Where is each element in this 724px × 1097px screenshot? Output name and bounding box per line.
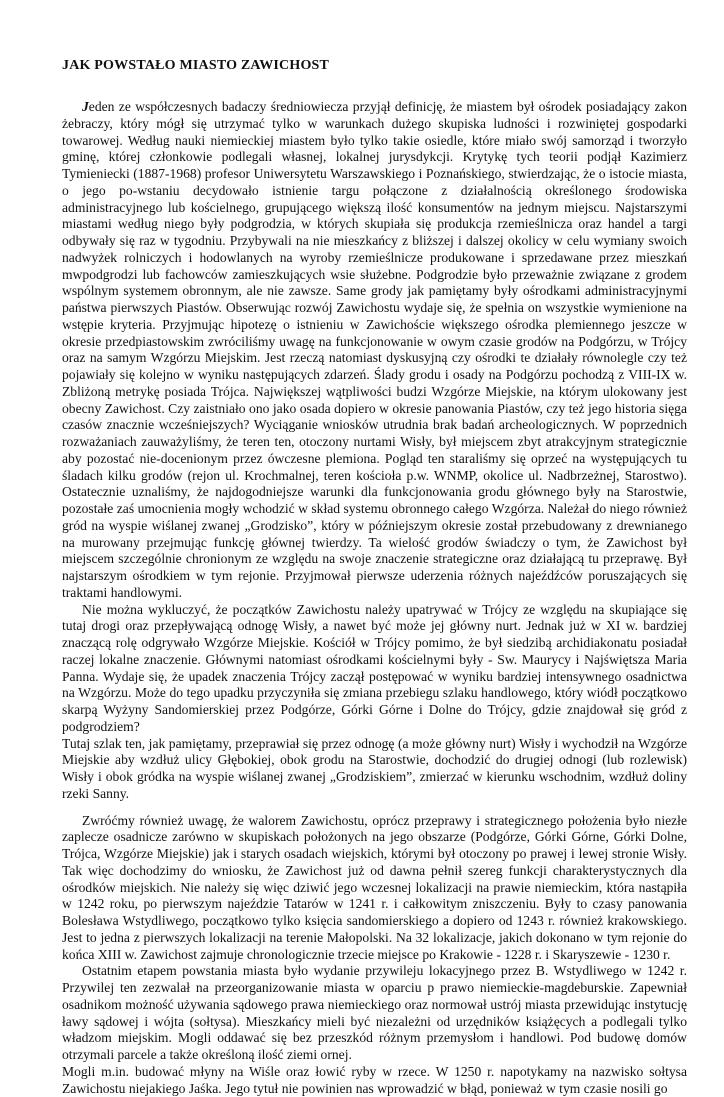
paragraph-intro <box>62 99 687 602</box>
paragraph-walory <box>62 813 687 964</box>
paragraph-text: Ostatnim etapem powstania miasta było wydanie przywileju lokacyjnego przez B. Wstydliwego w 1242 r. Przywilej ten zezwalał na przeorganizowanie miasta w oparciu p prawo niemieckie-magdeburskie. Zapewniał osadnikom możność używania sądowego prawa niemieckiego oraz normował ustrój miasta przewidując instytucję ławy sądowej i wójta (sołtysa). Mieszkańcy mieli być niezależni od urzędników książęcych a podlegali tylko władzom miejskim. Mogli oddawać się bez przeszkód różnym przemysłom i handlowi. Pod budowę domów otrzymali parcele a także określoną ilość ziemi ornej. <box>62 963 687 1062</box>
paragraph-text: eden ze współczesnych badaczy średniowiecza przyjął definicję, że miastem był ośrodek posiadający zakon żebraczy, który mógł się utrzymać tylko w warunkach dużego skupiska ludności i rozwiniętej gospodarki towarowej. Według nauki niemieckiej miastem było tylko takie osiedle, które miało swój samorząd i tworzyło gminę, której członkowie podlegali własnej, lokalnej jurysdykcji. Krytykę tych teorii podjął Kazimierz Tymieniecki (1887-1968) profesor Uniwersytetu Warszawskiego i Poznańskiego, stwierdzając, że o istocie miasta, o jego po-wstaniu decydowało istnienie targu połączone z działalnością określonego środowiska administracyjnego lub kościelnego, grupującego większą ilość konsumentów na jednym miejscu. Najstarszymi miastami według niego były podgrodzia, w których skupiała się produkcja rzemieślnicza oraz handel a targi odbywały się raz w tygodniu. Przybywali na nie mieszkańcy z bliższej i dalszej okolicy w celu wymiany swoich nadwyżek rolniczych i hodowlanych na wyroby rzemieślnicze produkowane i sprzedawane przez mieszkań mwpodgrodzi lub fachowców zamieszkujących wsie służebne. Podgrodzie było przeważnie związane z grodem wspólnym systemem obronnym, ale nie zawsze. Same grody jak pamiętamy były ośrodkami administracyjnymi państwa pierwszych Piastów. Obserwując rozwój Zawichostu wydaje się, że spełnia on wszystkie wymienione na wstępie kryteria. Przyjmując hipotezę o istnieniu w Zawichoście większego ośrodka plemiennego jeszcze w okresie przedpiastowskim zwróciliśmy uwagę na funkcjonowanie w owym czasie grodów na Podgórzu, w Trójcy oraz na samym Wzgórzu Miejskim. Jest rzeczą natomiast dyskusyjną czy ośrodki te działały równolegle czy też pojawiały się kolejno w wyniku następujących zdarzeń. Ślady grodu i osady na Podgórzu pochodzą z VIII-IX w. Zbliżoną metrykę posiada Trójca. Największej wątpliwości budzi Wzgórze Miejskie, na którym ulokowany jest obecny Zawichost. Czy zaistniało ono jako osada dopiero w okresie panowania Piastów, czy też jego historia sięga czasów znacznie wcześniejszych? Wyciąganie wniosków utrudnia brak badań archeologicznych. W poprzednich rozważaniach zauważyliśmy, że teren ten, otoczony nurtami Wisły, był miejscem zbyt atrakcyjnym strategicznie aby pozostać nie-docenionym przez ówczesne plemiona. Pogląd ten staraliśmy się oprzeć na występujących tu śladach kilku grodów (rejon ul. Krochmalnej, teren kościoła p.w. WNMP, okolice ul. Nadbrzeżnej, Starostwo). Ostatecznie uznaliśmy, że najdogodniejsze warunki dla funkcjonowania grodu głównego były na Starostwie, pozostałe zaś umocnienia mogły wchodzić w skład systemu obronnego całego Wzgórza. Należał do niego również gród na wyspie wiślanej zwanej „Grodzisko”, który w późniejszym okresie został przebudowany z drewnianego na murowany przejmując funkcję głównej twierdzy. Ta wielość grodów świadczy o tym, że Zawichost był miejscem szczególnie chronionym ze względu na swoje znaczenie strategiczne oraz działającą tu przeprawę. Był najstarszym ośrodkiem w tym rejonie. Przyjmował pierwsze uderzenia różnych najeźdźców poruszających się traktami handlowymi. <box>62 99 687 600</box>
paragraph-text: Nie można wykluczyć, że początków Zawichostu należy upatrywać w Trójcy ze względu na skupiające się tutaj drogi oraz przepływającą odnogę Wisły, a nawet być może jej główny nurt. Jednak już w XI w. bardziej znaczącą rolę odgrywało Wzgórze Miejskie. Kościół w Trójcy pomimo, że był siedzibą archidiakonatu posiadał raczej lokalne znaczenie. Głównymi natomiast ośrodkami kościelnymi były - Sw. Maurycy i Najświętsza Maria Panna. Wydaje się, że upadek znaczenia Trójcy zaczął postępować w wyniku bardziej intensywnego osadnictwa na Wzgórzu. Może do tego upadku przyczyniła się zmiana przebiegu szlaku handlowego, który wiódł początkowo skarpą Wyżyny Sandomierskiej przez Podgórze, Górki Górne i Dolne do Trójcy, gdzie znajdował się gród z podgrodziem? <box>62 601 687 734</box>
paragraph-text: Zwróćmy również uwagę, że walorem Zawichostu, oprócz przeprawy i strategicznego położenia było niezłe zaplecze osadnicze zarówno w skupiskach położonych na jego obszarze (Podgórze, Górki Górne, Górki Dolne, Trójca, Wzgórze Miejskie) jak i starych osadach wiejskich, którymi był otoczony po prawej i lewej stronie Wisły. Tak więc dochodzimy do wniosku, że Zawichost już od dawna pełnił szereg funkcji charakterystycznych dla ośrodków miejskich. Nie należy się więc dziwić jego wczesnej lokalizacji na prawie niemieckim, która nastąpiła w 1242 roku, po pierwszym najeździe Tatarów w 1241 r. i całkowitym zniszczeniu. Były to czasy panowania Bolesława Wstydliwego, początkowo tylko księcia sandomierskiego a dopiero od 1243 r. również krakowskiego. Jest to jedna z pierwszych lokalizacji na terenie Małopolski. Na 32 lokalizacje, jakich dokonano w tym rejonie do końca XIII w. Zawichost zajmuje chronologicznie trzecie miejsce po Krakowie - 1228 r. i Skaryszewie - 1230 r. <box>62 812 687 962</box>
document-body <box>62 99 687 1097</box>
paragraph-mlyny <box>62 1064 687 1097</box>
document-title: JAK POWSTAŁO MIASTO ZAWICHOST <box>62 58 330 73</box>
paragraph-przywilej <box>62 963 687 1064</box>
paragraph-text: Mogli m.in. budować młyny na Wiśle oraz łowić ryby w rzece. W 1250 r. napotykamy na nazwisko sołtysa Zawichostu niejakiego Jaśka. Jego tytuł nie powinien nas wprowadzić w błąd, ponieważ w tym czasie nosili go <box>62 1063 687 1096</box>
paragraph-text: Tutaj szlak ten, jak pamiętamy, przeprawiał się przez odnogę (a może główny nurt) Wisły i wychodził na Wzgórze Miejskie aby wzdłuż ulicy Głębokiej, obok grodu na Starostwie, dochodzić do drugiej odnogi (lub rozlewisk) Wisły i obok gródka na wyspie wiślanej zwanej „Grodziskiem”, zmierzać w kierunku wschodnim, wzdłuż doliny rzeki Sanny. <box>62 735 687 801</box>
paragraph-szlak <box>62 736 687 803</box>
paragraph-trojca <box>62 602 687 736</box>
drop-cap: J <box>82 99 89 114</box>
